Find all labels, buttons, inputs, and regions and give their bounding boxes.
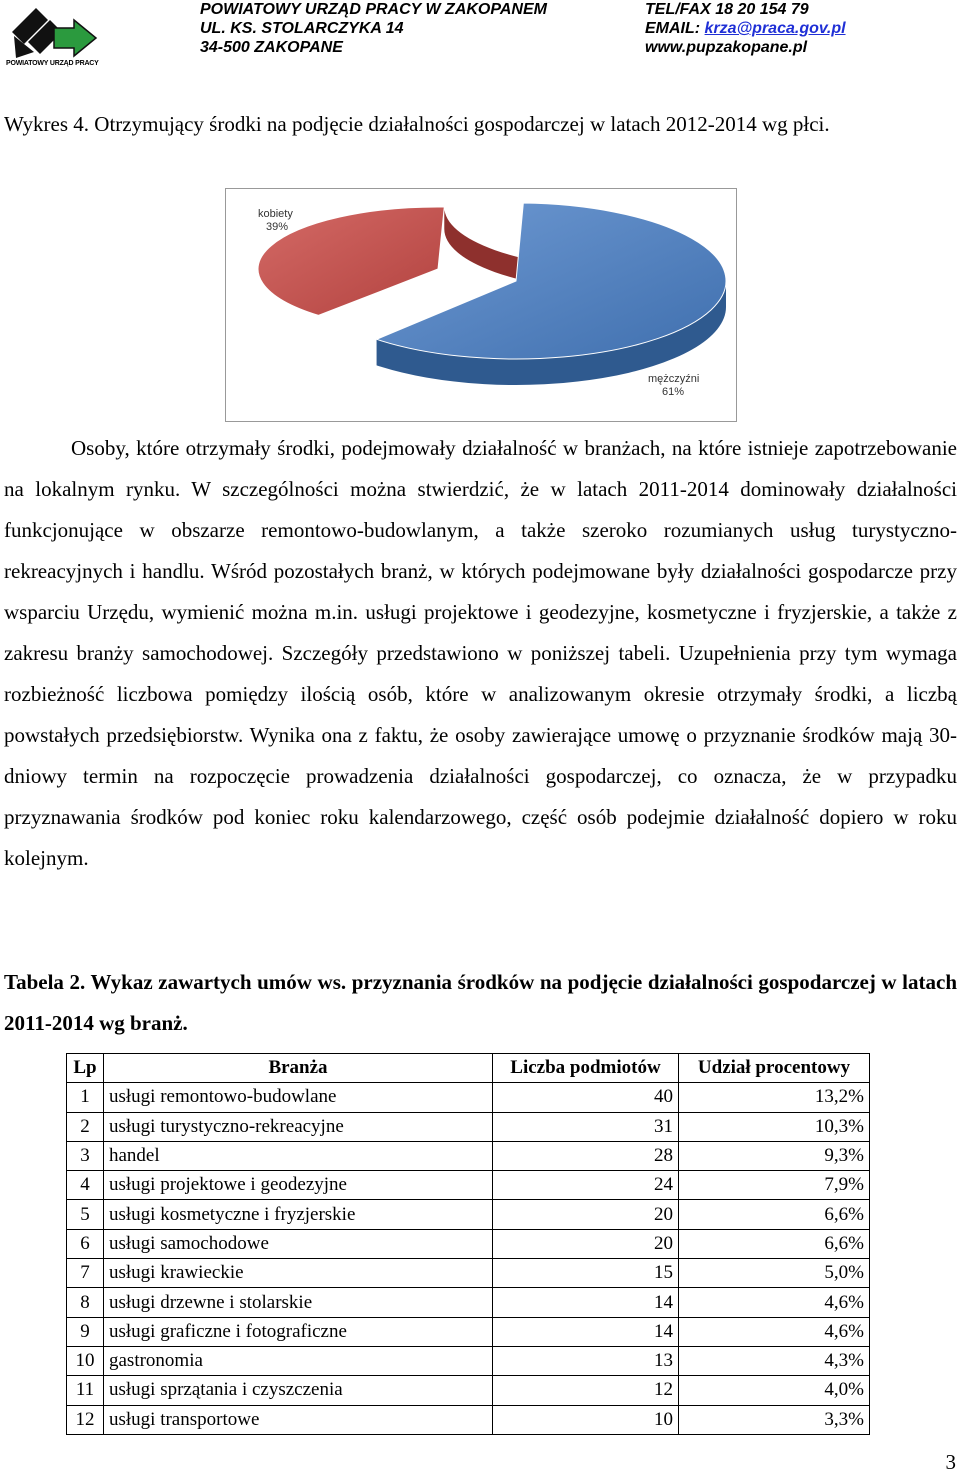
table-cell-lp: 10 xyxy=(67,1346,104,1375)
table-cell-pct: 4,6% xyxy=(679,1288,870,1317)
table-cell-pct: 5,0% xyxy=(679,1259,870,1288)
table-cell-num: 28 xyxy=(493,1141,679,1170)
table-cell-lp: 11 xyxy=(67,1376,104,1405)
table-cell-name: handel xyxy=(104,1141,493,1170)
table-cell-name: usługi turystyczno-rekreacyjne xyxy=(104,1112,493,1141)
office-city: 34-500 ZAKOPANE xyxy=(200,39,343,56)
table-cell-name: gastronomia xyxy=(104,1346,493,1375)
table-row xyxy=(67,1288,870,1317)
table-row xyxy=(67,1376,870,1405)
table-cell-name: usługi drzewne i stolarskie xyxy=(104,1288,493,1317)
office-name: POWIATOWY URZĄD PRACY W ZAKOPANEM xyxy=(200,1,547,18)
table-cell-pct: 13,2% xyxy=(679,1083,870,1112)
table-cell-num: 20 xyxy=(493,1229,679,1258)
table-cell-lp: 1 xyxy=(67,1083,104,1112)
paragraph-text: Osoby, które otrzymały środki, podejmowały działalność w branżach, na które istnieje zapotrzebowanie na lokalnym rynku. W szczególności można stwierdzić, że w latach 2011-2014 dominowały działalności funkcjonujące w obszarze remontowo-budowlanym, a także szeroko rozumianych usług turystyczno-rekreacyjnych i handlu. Wśród pozostałych branż, w których podejmowane były działalności gospodarcze przy wsparciu Urzędu, wymienić można m.in. usługi projektowe i geodezyjne, kosmetyczne i fryzjerskie, a także z zakresu branży samochodowej. Szczegóły przedstawiono w poniższej tabeli. Uzupełnienia przy tym wymaga rozbieżność liczbowa pomiędzy ilością osób, które w analizowanym okresie otrzymały środki, a liczbą powstałych przedsiębiorstw. Wynika ona z faktu, że osoby zawierające umowę o przyznanie środków mają 30-dniowy termin na rozpoczęcie prowadzenia działalności gospodarczej, co oznacza, że w przypadku przyznawania środków pod koniec roku kalendarzowego, część osób podejmie działalność dopiero w roku kolejnym. xyxy=(4,436,957,870)
table-cell-lp: 2 xyxy=(67,1112,104,1141)
figure-title: Wykres 4. Otrzymujący środki na podjęcie działalności gospodarczej w latach 2012-2014 wg płci. xyxy=(4,112,830,136)
table-row xyxy=(67,1200,870,1229)
office-email-line xyxy=(645,19,846,38)
table-title: Tabela 2. Wykaz zawartych umów ws. przyznania środków na podjęcie działalności gospodarczej w latach 2011-2014 wg branż. xyxy=(4,970,957,1035)
table-cell-num: 40 xyxy=(493,1083,679,1112)
col-branza: Branża xyxy=(104,1054,493,1083)
body-paragraph xyxy=(4,428,957,879)
table-row xyxy=(67,1405,870,1434)
industries-table xyxy=(66,1053,870,1435)
col-lp: Lp xyxy=(67,1054,104,1083)
table-cell-lp: 9 xyxy=(67,1317,104,1346)
table-cell-lp: 4 xyxy=(67,1171,104,1200)
table-cell-pct: 10,3% xyxy=(679,1112,870,1141)
slice-percent-kobiety: 39% xyxy=(266,221,289,233)
table-cell-pct: 4,6% xyxy=(679,1317,870,1346)
table-cell-name: usługi transportowe xyxy=(104,1405,493,1434)
office-website[interactable]: www.pupzakopane.pl xyxy=(645,39,808,56)
table-cell-pct: 6,6% xyxy=(679,1200,870,1229)
table-cell-name: usługi krawieckie xyxy=(104,1259,493,1288)
pie-chart-svg xyxy=(226,189,736,421)
email-link[interactable]: krza@praca.gov.pl xyxy=(704,20,846,37)
col-udzial: Udział procentowy xyxy=(679,1054,870,1083)
page-header xyxy=(0,0,960,70)
table-cell-num: 20 xyxy=(493,1200,679,1229)
table-cell-pct: 9,3% xyxy=(679,1141,870,1170)
gender-pie-chart xyxy=(225,188,737,422)
col-liczba: Liczba podmiotów xyxy=(493,1054,679,1083)
table-cell-num: 31 xyxy=(493,1112,679,1141)
table-cell-num: 14 xyxy=(493,1317,679,1346)
slice-label-kobiety: kobiety xyxy=(258,208,293,220)
table-cell-lp: 12 xyxy=(67,1405,104,1434)
table-row xyxy=(67,1141,870,1170)
logo-text: POWIATOWY URZĄD PRACY xyxy=(6,60,99,67)
table-cell-name: usługi projektowe i geodezyjne xyxy=(104,1171,493,1200)
table-cell-num: 13 xyxy=(493,1346,679,1375)
table-cell-pct: 4,3% xyxy=(679,1346,870,1375)
table-row xyxy=(67,1229,870,1258)
slice-percent-mezczyzni: 61% xyxy=(662,386,685,398)
pie-slices xyxy=(258,203,726,385)
table-row xyxy=(67,1083,870,1112)
table-cell-name: usługi remontowo-budowlane xyxy=(104,1083,493,1112)
table-header-row xyxy=(67,1054,870,1083)
table-row xyxy=(67,1112,870,1141)
table-cell-num: 10 xyxy=(493,1405,679,1434)
office-street: UL. KS. STOLARCZYKA 14 xyxy=(200,20,404,37)
table-cell-lp: 3 xyxy=(67,1141,104,1170)
table-cell-num: 14 xyxy=(493,1288,679,1317)
table-cell-pct: 7,9% xyxy=(679,1171,870,1200)
table-cell-name: usługi kosmetyczne i fryzjerskie xyxy=(104,1200,493,1229)
table-cell-lp: 6 xyxy=(67,1229,104,1258)
table-cell-name: usługi samochodowe xyxy=(104,1229,493,1258)
pup-logo xyxy=(4,2,104,68)
table-cell-pct: 6,6% xyxy=(679,1229,870,1258)
page-number: 3 xyxy=(945,1450,956,1474)
table-cell-name: usługi sprzątania i czyszczenia xyxy=(104,1376,493,1405)
table-cell-lp: 5 xyxy=(67,1200,104,1229)
table-row xyxy=(67,1259,870,1288)
table-cell-pct: 3,3% xyxy=(679,1405,870,1434)
table-cell-num: 12 xyxy=(493,1376,679,1405)
table-cell-num: 15 xyxy=(493,1259,679,1288)
table-cell-name: usługi graficzne i fotograficzne xyxy=(104,1317,493,1346)
slice-label-mezczyzni: mężczyźni xyxy=(648,373,700,385)
table-cell-lp: 8 xyxy=(67,1288,104,1317)
table-row xyxy=(67,1317,870,1346)
table-cell-lp: 7 xyxy=(67,1259,104,1288)
table-cell-num: 24 xyxy=(493,1171,679,1200)
office-phone: TEL/FAX 18 20 154 79 xyxy=(645,1,809,18)
email-label: EMAIL: xyxy=(645,20,705,37)
table-cell-pct: 4,0% xyxy=(679,1376,870,1405)
table-row xyxy=(67,1171,870,1200)
table-row xyxy=(67,1346,870,1375)
